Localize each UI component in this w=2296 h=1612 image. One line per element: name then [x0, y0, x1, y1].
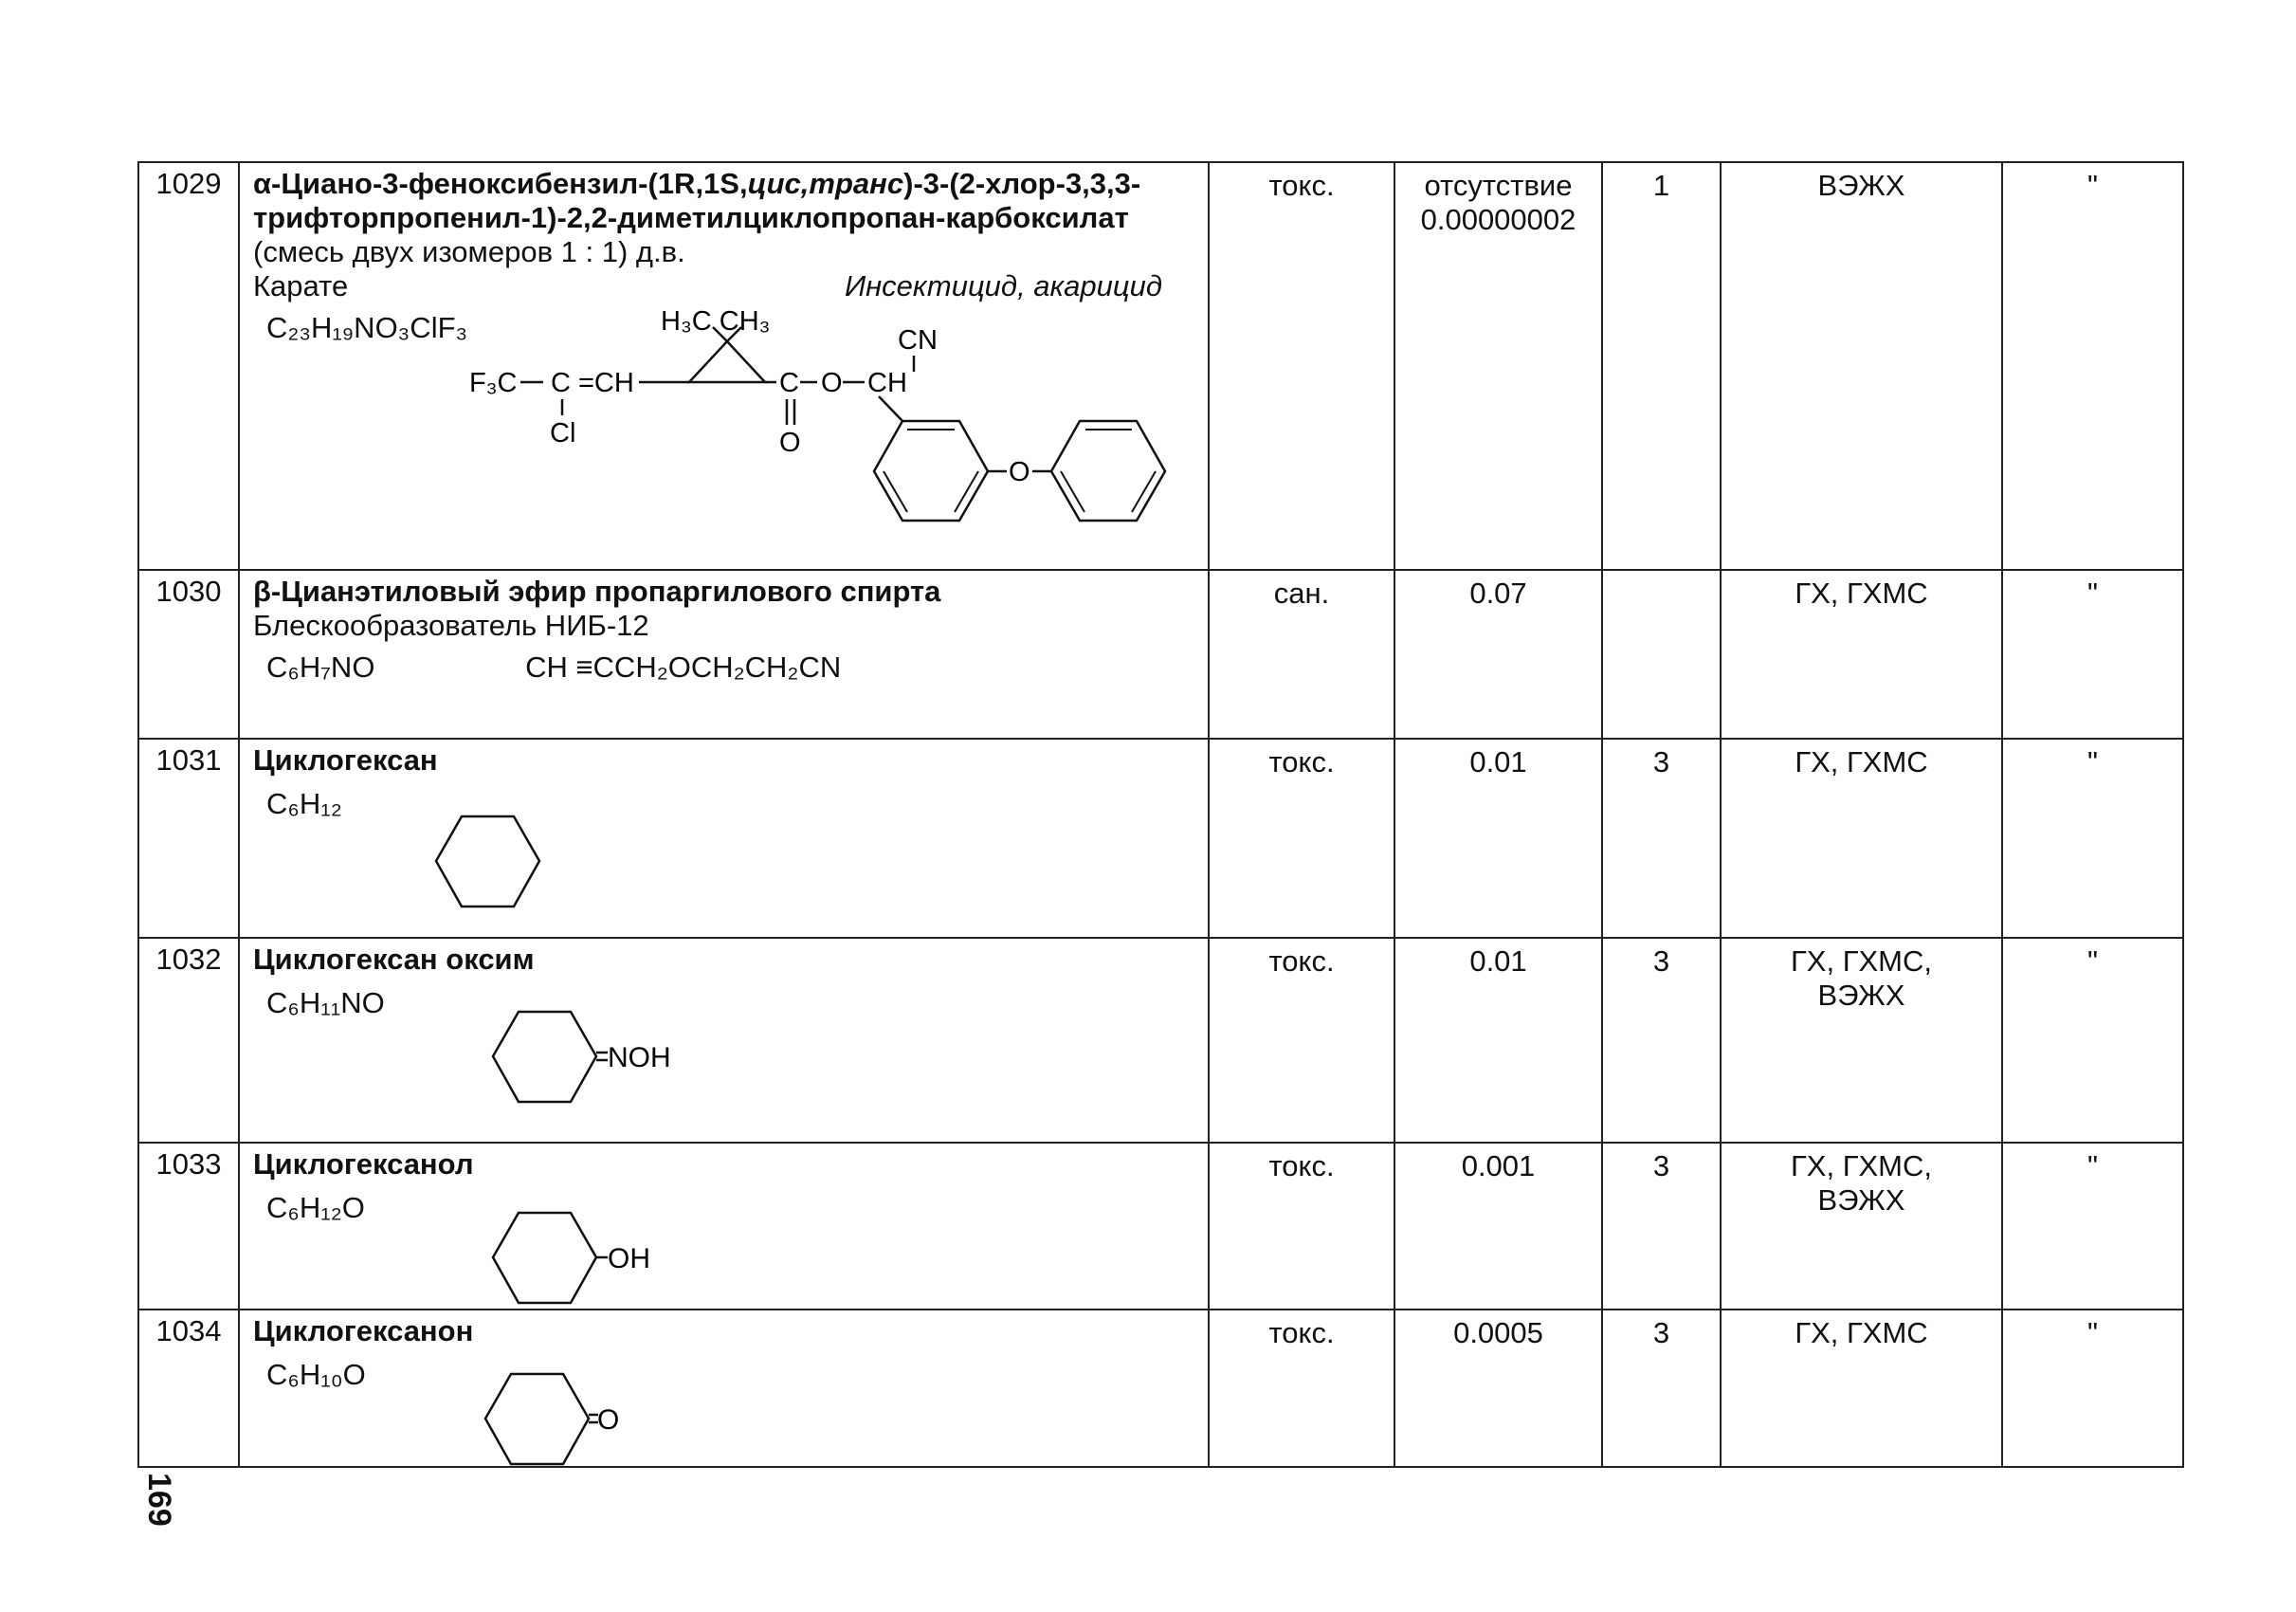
- cyclohexanone-structure: [483, 1369, 672, 1478]
- table-row: [138, 1310, 2183, 1467]
- trade-name: Блескообразователь НИБ-12: [253, 609, 649, 642]
- row-number: 1032: [138, 938, 239, 1143]
- svg-text:=CH: =CH: [578, 368, 634, 398]
- table-row: [138, 162, 2183, 570]
- cyclohexane-ring: [433, 812, 566, 916]
- carbonyl-group-label: O: [597, 1404, 620, 1436]
- class-cell: сан.: [1209, 570, 1394, 739]
- method-cell: ВЭЖХ: [1721, 162, 2002, 570]
- oxime-group-label: NOH: [608, 1042, 671, 1073]
- trade-name-line: [253, 269, 1198, 303]
- table-row: [138, 570, 2183, 739]
- ref-cell: ": [2002, 1310, 2183, 1467]
- ref-cell: ": [2002, 162, 2183, 570]
- value-cell: отсутствие 0.00000002: [1394, 162, 1602, 570]
- substance-name: Циклогексан: [253, 743, 438, 777]
- molecular-formula: C₂₃H₁₉NO₃ClF₃: [266, 311, 468, 344]
- row-number: 1033: [138, 1143, 239, 1310]
- page-number: 169: [141, 1473, 177, 1527]
- f3c-label: F₃C: [469, 368, 518, 398]
- substance-cell: [239, 1143, 1209, 1310]
- table-row: [138, 1143, 2183, 1310]
- ref-cell: ": [2002, 938, 2183, 1143]
- hazard-cell: 1: [1602, 162, 1721, 570]
- ref-cell: ": [2002, 739, 2183, 938]
- class-cell: токс.: [1209, 739, 1394, 938]
- hazard-cell: 3: [1602, 1310, 1721, 1467]
- substance-name: Циклогексанон: [253, 1314, 474, 1347]
- class-cell: токс.: [1209, 1143, 1394, 1310]
- substance-cell: [239, 570, 1209, 739]
- molecular-formula: C₆H₇NO: [266, 650, 375, 684]
- row-number: 1031: [138, 739, 239, 938]
- structure-diagram-1029: [253, 303, 1201, 550]
- svg-text:O: O: [821, 368, 843, 398]
- cn-label: CN: [898, 325, 938, 356]
- ref-cell: ": [2002, 1143, 2183, 1310]
- hazard-cell: [1602, 570, 1721, 739]
- value-cell: 0.0005: [1394, 1310, 1602, 1467]
- substance-cell: [239, 162, 1209, 570]
- method-cell: ГХ, ГХМС, ВЭЖХ: [1721, 1143, 2002, 1310]
- row-number: 1029: [138, 162, 239, 570]
- table-row: [138, 739, 2183, 938]
- substance-name: Циклогексанол: [253, 1147, 474, 1181]
- value-cell: 0.01: [1394, 739, 1602, 938]
- table-row: [138, 938, 2183, 1143]
- method-cell: ГХ, ГХМС: [1721, 1310, 2002, 1467]
- row-number: 1030: [138, 570, 239, 739]
- molecular-formula: C₆H₁₂: [266, 787, 342, 820]
- molecular-formula: C₆H₁₁NO: [266, 986, 385, 1019]
- substance-cell: [239, 938, 1209, 1143]
- substance-name: α-Циано-3-феноксибензил-(1R,1S,цис,транс)-3-(2-хлор-3,3,3-трифторпропенил-1)-2,2-диметилциклопропан-карбоксилат (смесь двух изомеров 1 : 1) д.в.: [253, 167, 1141, 268]
- cl-label: Cl: [550, 418, 576, 449]
- cyclohexanol-structure: [490, 1208, 699, 1317]
- molecular-formula: C₆H₁₀O: [266, 1358, 366, 1391]
- svg-text:CH: CH: [867, 368, 907, 398]
- class-cell: токс.: [1209, 162, 1394, 570]
- method-cell: ГХ, ГХМС: [1721, 570, 2002, 739]
- hazard-cell: 3: [1602, 1143, 1721, 1310]
- svg-text:C: C: [779, 368, 799, 398]
- ref-cell: ": [2002, 570, 2183, 739]
- svg-text:C: C: [551, 368, 571, 398]
- linear-formula: CH ≡CCH₂OCH₂CH₂CN: [525, 650, 842, 684]
- use-description: Инсектицид, акарицид: [844, 269, 1162, 302]
- oxime-structure: [490, 1007, 727, 1116]
- value-cell: 0.07: [1394, 570, 1602, 739]
- method-cell: ГХ, ГХМС, ВЭЖХ: [1721, 938, 2002, 1143]
- class-cell: токс.: [1209, 938, 1394, 1143]
- substance-cell: [239, 739, 1209, 938]
- dimethyl-label: H₃C CH₃: [661, 306, 771, 337]
- substance-cell: [239, 1310, 1209, 1467]
- trade-name: Карате: [253, 269, 349, 302]
- value-cell: 0.001: [1394, 1143, 1602, 1310]
- svg-text:O: O: [779, 428, 801, 458]
- hazard-cell: 3: [1602, 938, 1721, 1143]
- class-cell: токс.: [1209, 1310, 1394, 1467]
- row-number: 1034: [138, 1310, 239, 1467]
- substance-name: β-Цианэтиловый эфир пропаргилового спирта: [253, 575, 941, 608]
- method-cell: ГХ, ГХМС: [1721, 739, 2002, 938]
- substance-table: [137, 161, 2184, 1468]
- hazard-cell: 3: [1602, 739, 1721, 938]
- value-cell: 0.01: [1394, 938, 1602, 1143]
- hydroxyl-group-label: OH: [608, 1243, 650, 1274]
- substance-name: Циклогексан оксим: [253, 943, 535, 976]
- molecular-formula: C₆H₁₂O: [266, 1191, 365, 1224]
- svg-text:O: O: [1009, 457, 1030, 487]
